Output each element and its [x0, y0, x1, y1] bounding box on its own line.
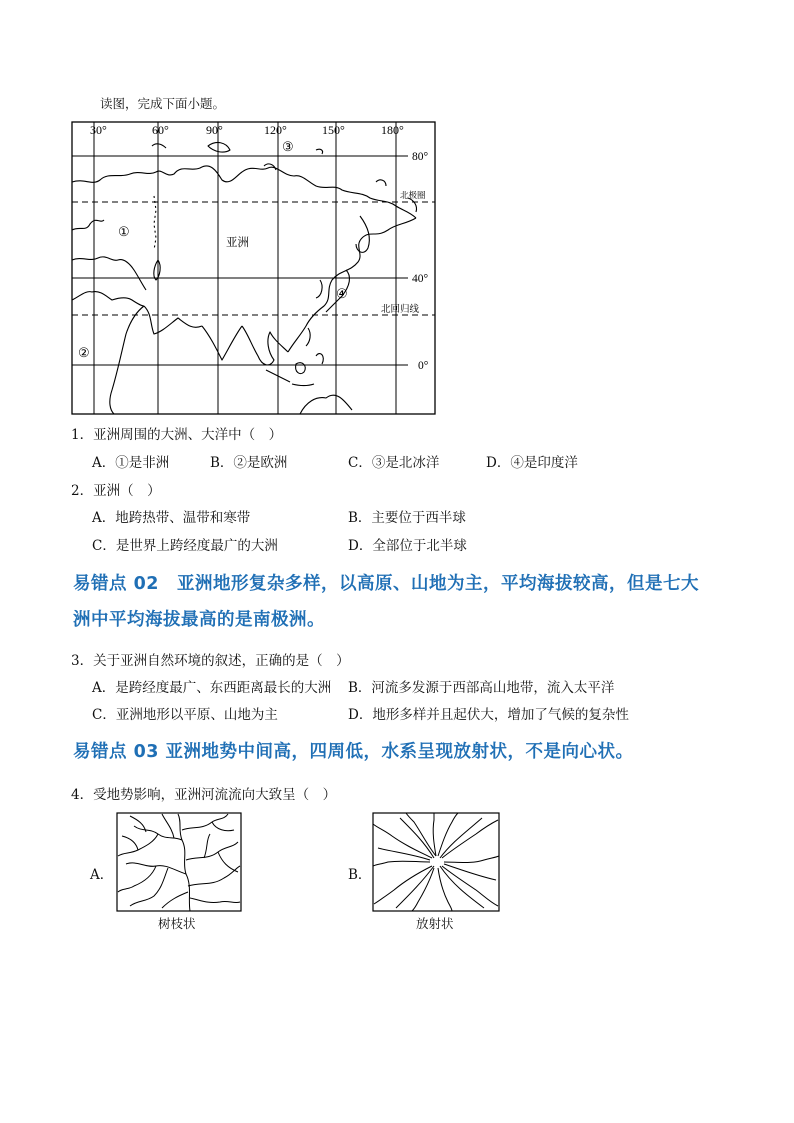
lon-label-90: 90°: [206, 123, 223, 137]
lon-label-60: 60°: [152, 123, 169, 137]
intro-text: 读图，完成下面小题。: [100, 96, 226, 111]
point02-line1: 易错点 02 亚洲地形复杂多样，以高原、山地为主，平均海拔较高，但是七大: [73, 574, 699, 594]
q3-option-c: C．亚洲地形以平原、山地为主: [92, 707, 278, 723]
lat-label-80: 80°: [412, 151, 429, 163]
marker-3: ③: [282, 139, 294, 154]
q4-option-a-letter: A．: [90, 867, 114, 883]
q1-option-c: C．③是北冰洋: [348, 455, 440, 471]
q3-option-a: A．是跨经度最广、东西距离最长的大洲: [92, 680, 332, 696]
q2-option-a: A．地跨热带、温带和寒带: [92, 510, 251, 526]
q1-stem: 1．亚洲周围的大洲、大洋中（ ）: [71, 427, 283, 443]
q2-option-b: B．主要位于西半球: [348, 510, 466, 526]
q1-option-d: D．④是印度洋: [486, 455, 578, 471]
q3-option-d: D．地形多样并且起伏大，增加了气候的复杂性: [348, 707, 629, 723]
tropic-of-cancer-label: 北回归线: [381, 305, 420, 315]
q2-stem: 2．亚洲（ ）: [71, 483, 161, 499]
q2-option-c: C．是世界上跨经度最广的大洲: [92, 538, 278, 554]
point03-line1: 易错点 03 亚洲地势中间高，四周低，水系呈现放射状，不是向心状。: [73, 742, 634, 762]
marker-1: ①: [118, 224, 130, 239]
marker-2: ②: [78, 345, 90, 360]
q4-option-a-caption: 树枝状: [158, 916, 196, 931]
lon-label-150: 150°: [322, 123, 345, 137]
q3-stem: 3．关于亚洲自然环境的叙述，正确的是（ ）: [71, 653, 350, 669]
lon-label-120: 120°: [264, 123, 287, 137]
lon-label-180: 180°: [381, 123, 404, 137]
lat-label-0: 0°: [418, 360, 429, 372]
q1-option-a: A．①是非洲: [92, 455, 170, 471]
dendritic-drainage-diagram: [116, 812, 242, 912]
asia-label: 亚洲: [226, 237, 249, 249]
arctic-circle-label: 北极圈: [400, 190, 426, 200]
q4-option-b-letter: B．: [348, 867, 372, 883]
q4-stem: 4．受地势影响，亚洲河流流向大致呈（ ）: [71, 787, 337, 803]
lat-label-40: 40°: [412, 273, 429, 285]
point02-line2: 洲中平均海拔最高的是南极洲。: [73, 610, 325, 630]
marker-4: ④: [336, 286, 348, 301]
q2-option-d: D．全部位于北半球: [348, 538, 467, 554]
q4-option-b-caption: 放射状: [416, 916, 454, 931]
asia-map: [70, 120, 438, 416]
radial-drainage-diagram: [372, 812, 500, 912]
q3-option-b: B．河流多发源于西部高山地带，流入太平洋: [348, 680, 615, 696]
lon-label-30: 30°: [90, 123, 107, 137]
q1-option-b: B．②是欧洲: [210, 455, 288, 471]
